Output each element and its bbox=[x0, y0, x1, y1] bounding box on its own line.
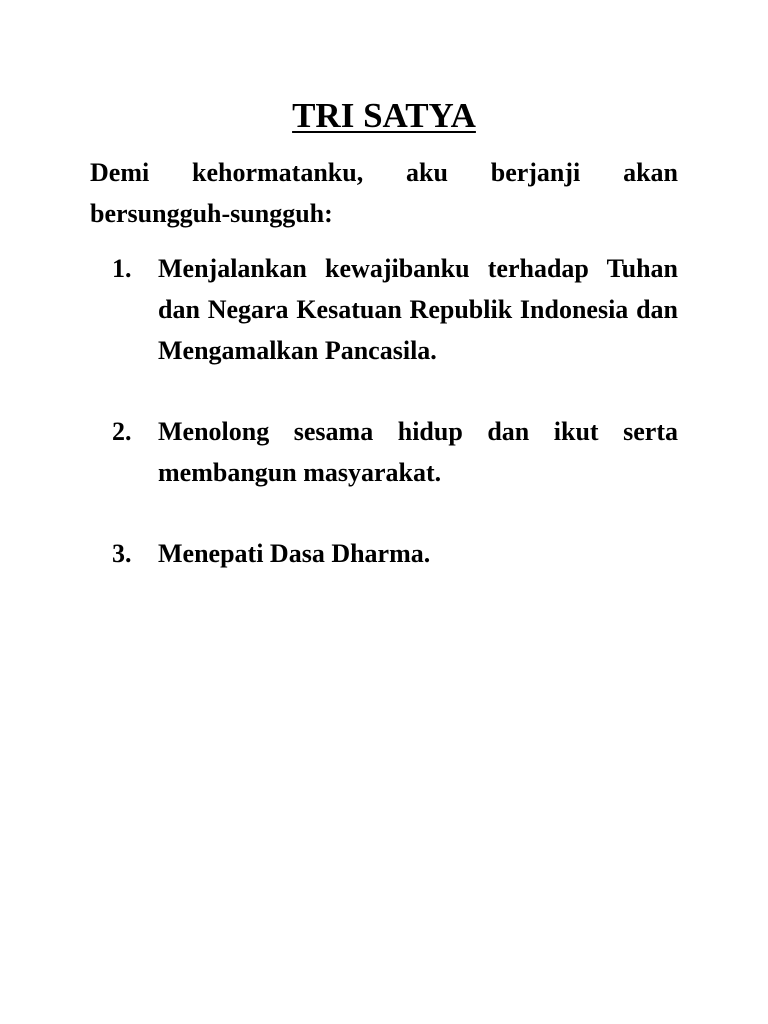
document-title bbox=[0, 96, 768, 136]
document-title-text: TRI SATYA bbox=[292, 96, 476, 135]
pledge-item-1 bbox=[90, 248, 678, 371]
pledge-introduction: Demi kehormatanku, aku berjanji akan bersungguh-sungguh: bbox=[90, 158, 678, 228]
pledge-text-2: Menolong sesama hidup dan ikut serta membangun masyarakat. bbox=[158, 417, 678, 487]
pledge-item-2 bbox=[90, 411, 678, 493]
pledge-number-3: 3. bbox=[112, 539, 132, 568]
pledge-number-1: 1. bbox=[112, 254, 132, 283]
pledge-text-3: Menepati Dasa Dharma. bbox=[158, 539, 431, 568]
pledge-number-2: 2. bbox=[112, 417, 132, 446]
pledge-text-1: Menjalankan kewajibanku terhadap Tuhan dan Negara Kesatuan Republik Indonesia dan Mengamalkan Pancasila. bbox=[158, 254, 678, 365]
pledge-list bbox=[90, 248, 678, 574]
pledge-item-3 bbox=[90, 533, 678, 574]
